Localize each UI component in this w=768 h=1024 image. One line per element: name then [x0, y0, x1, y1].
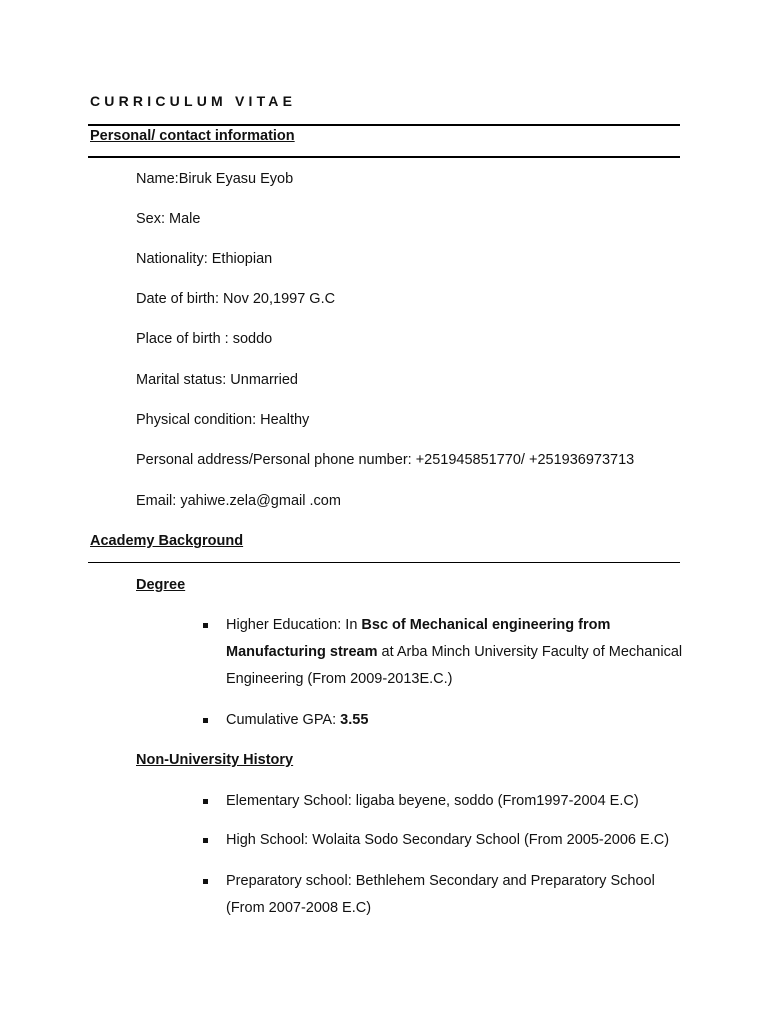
field-name: Name:Biruk Eyasu Eyob: [136, 171, 294, 187]
document-title: CURRICULUM VITAE: [90, 93, 297, 109]
bullet-icon: [203, 718, 208, 723]
field-date-of-birth: Date of birth: Nov 20,1997 G.C: [136, 291, 336, 307]
field-email: Email: yahiwe.zela@gmail .com: [136, 493, 341, 509]
higher-education-label: Higher Education: In: [226, 617, 362, 633]
list-item-higher-education: [226, 612, 686, 693]
bullet-icon: [203, 879, 208, 884]
subheading-degree: Degree: [136, 577, 186, 593]
divider: [88, 156, 680, 158]
bullet-icon: [203, 623, 208, 628]
divider: [88, 562, 680, 563]
list-item-elementary: Elementary School: ligaba beyene, soddo (From1997-2004 E.C): [226, 793, 639, 809]
degree-title: Bsc of Mechanical engineering from Manufacturing stream: [226, 617, 611, 660]
field-marital-status: Marital status: Unmarried: [136, 372, 298, 388]
section-heading-personal: Personal/ contact information: [90, 128, 295, 144]
list-item-preparatory: Preparatory school: Bethlehem Secondary and Preparatory School (From 2007-2008 E.C): [226, 873, 655, 916]
bullet-icon: [203, 838, 208, 843]
section-heading-academic: Academy Background: [90, 533, 244, 549]
list-item-gpa: [226, 707, 686, 734]
field-nationality: Nationality: Ethiopian: [136, 251, 273, 267]
bullet-icon: [203, 799, 208, 804]
gpa-value: 3.55: [340, 712, 369, 728]
field-place-of-birth: Place of birth : soddo: [136, 331, 273, 347]
list-item-high-school: High School: Wolaita Sodo Secondary School (From 2005-2006 E.C): [226, 832, 670, 848]
degree-institution: at Arba Minch University Faculty of Mechanical Engineering (From 2009-2013E.C.): [226, 644, 683, 687]
field-address-phone: Personal address/Personal phone number: +251945851770/ +251936973713: [136, 452, 635, 468]
field-physical-condition: Physical condition: Healthy: [136, 412, 310, 428]
divider: [88, 124, 680, 126]
field-sex: Sex: Male: [136, 211, 201, 227]
subheading-non-university: Non-University History: [136, 752, 294, 768]
gpa-label: Cumulative GPA:: [226, 712, 341, 728]
